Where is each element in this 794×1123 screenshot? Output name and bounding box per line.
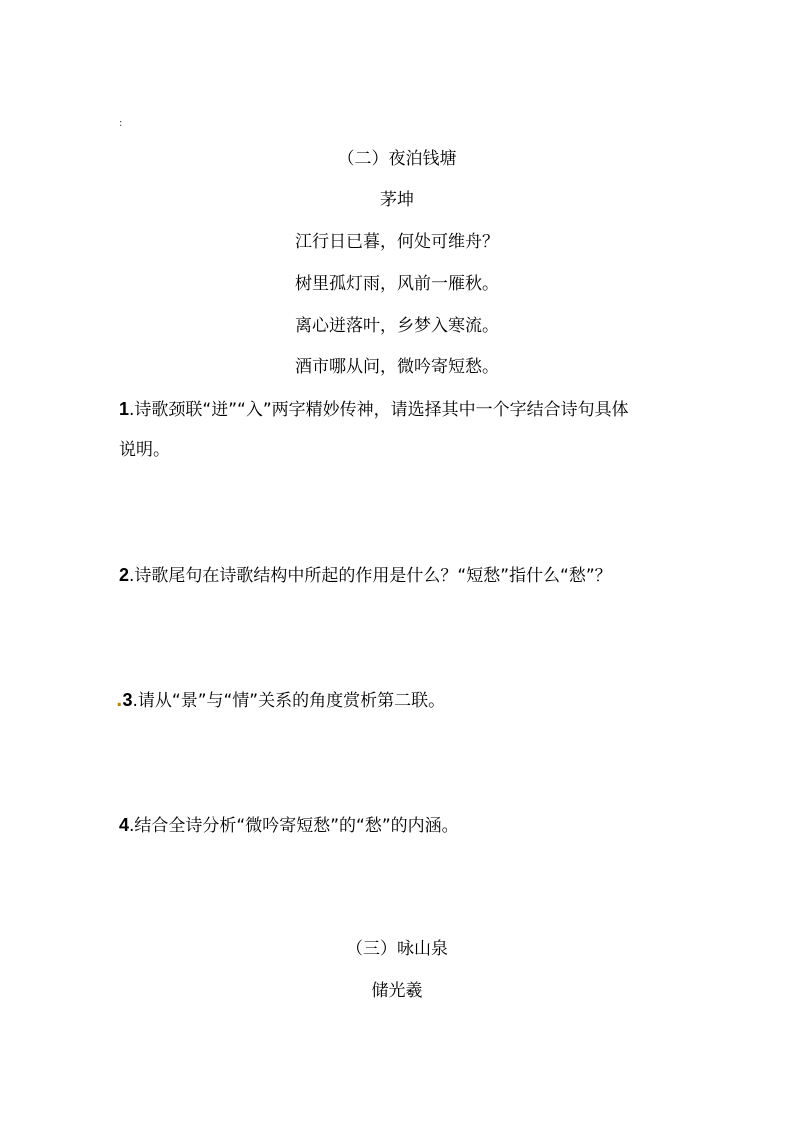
question-4 <box>119 813 689 838</box>
poem-title: （二）夜泊钱塘 <box>337 149 457 169</box>
question-number: 3 <box>122 690 133 710</box>
question-number: 4 <box>119 815 130 835</box>
question-text: .结合全诗分析“微吟寄短愁”的“愁”的内涵。 <box>129 816 459 836</box>
question-text: .诗歌颈联“迸”“入”两字精妙传神，请选择其中一个字结合诗句具体 <box>129 400 629 420</box>
page-mark: : <box>119 118 123 129</box>
question-1 <box>119 397 689 422</box>
question-lead-mark: . <box>116 691 123 711</box>
poem-line-2: 树里孤灯雨，风前一雁秋。 <box>295 274 499 294</box>
poem2-title: （三）咏山泉 <box>346 939 448 959</box>
poem-line-1: 江行日已暮，何处可维舟？ <box>295 232 499 252</box>
question-text: .诗歌尾句在诗歌结构中所起的作用是什么？“短愁”指什么“愁”？ <box>129 566 612 586</box>
poem2-author: 储光羲 <box>371 981 423 1001</box>
question-text-continued: 说明。 <box>119 440 170 460</box>
question-1-continued <box>119 438 689 462</box>
question-2 <box>119 563 689 588</box>
question-number: 2 <box>119 565 130 585</box>
question-number: 1 <box>119 399 130 419</box>
question-3 <box>116 688 686 713</box>
question-text: .请从“景”与“情”关系的角度赏析第二联。 <box>132 691 446 711</box>
poem-line-3: 离心迸落叶，乡梦入寒流。 <box>295 316 499 336</box>
poem-author: 茅坤 <box>380 190 414 210</box>
poem-line-4: 酒市哪从问，微吟寄短愁。 <box>295 357 499 377</box>
